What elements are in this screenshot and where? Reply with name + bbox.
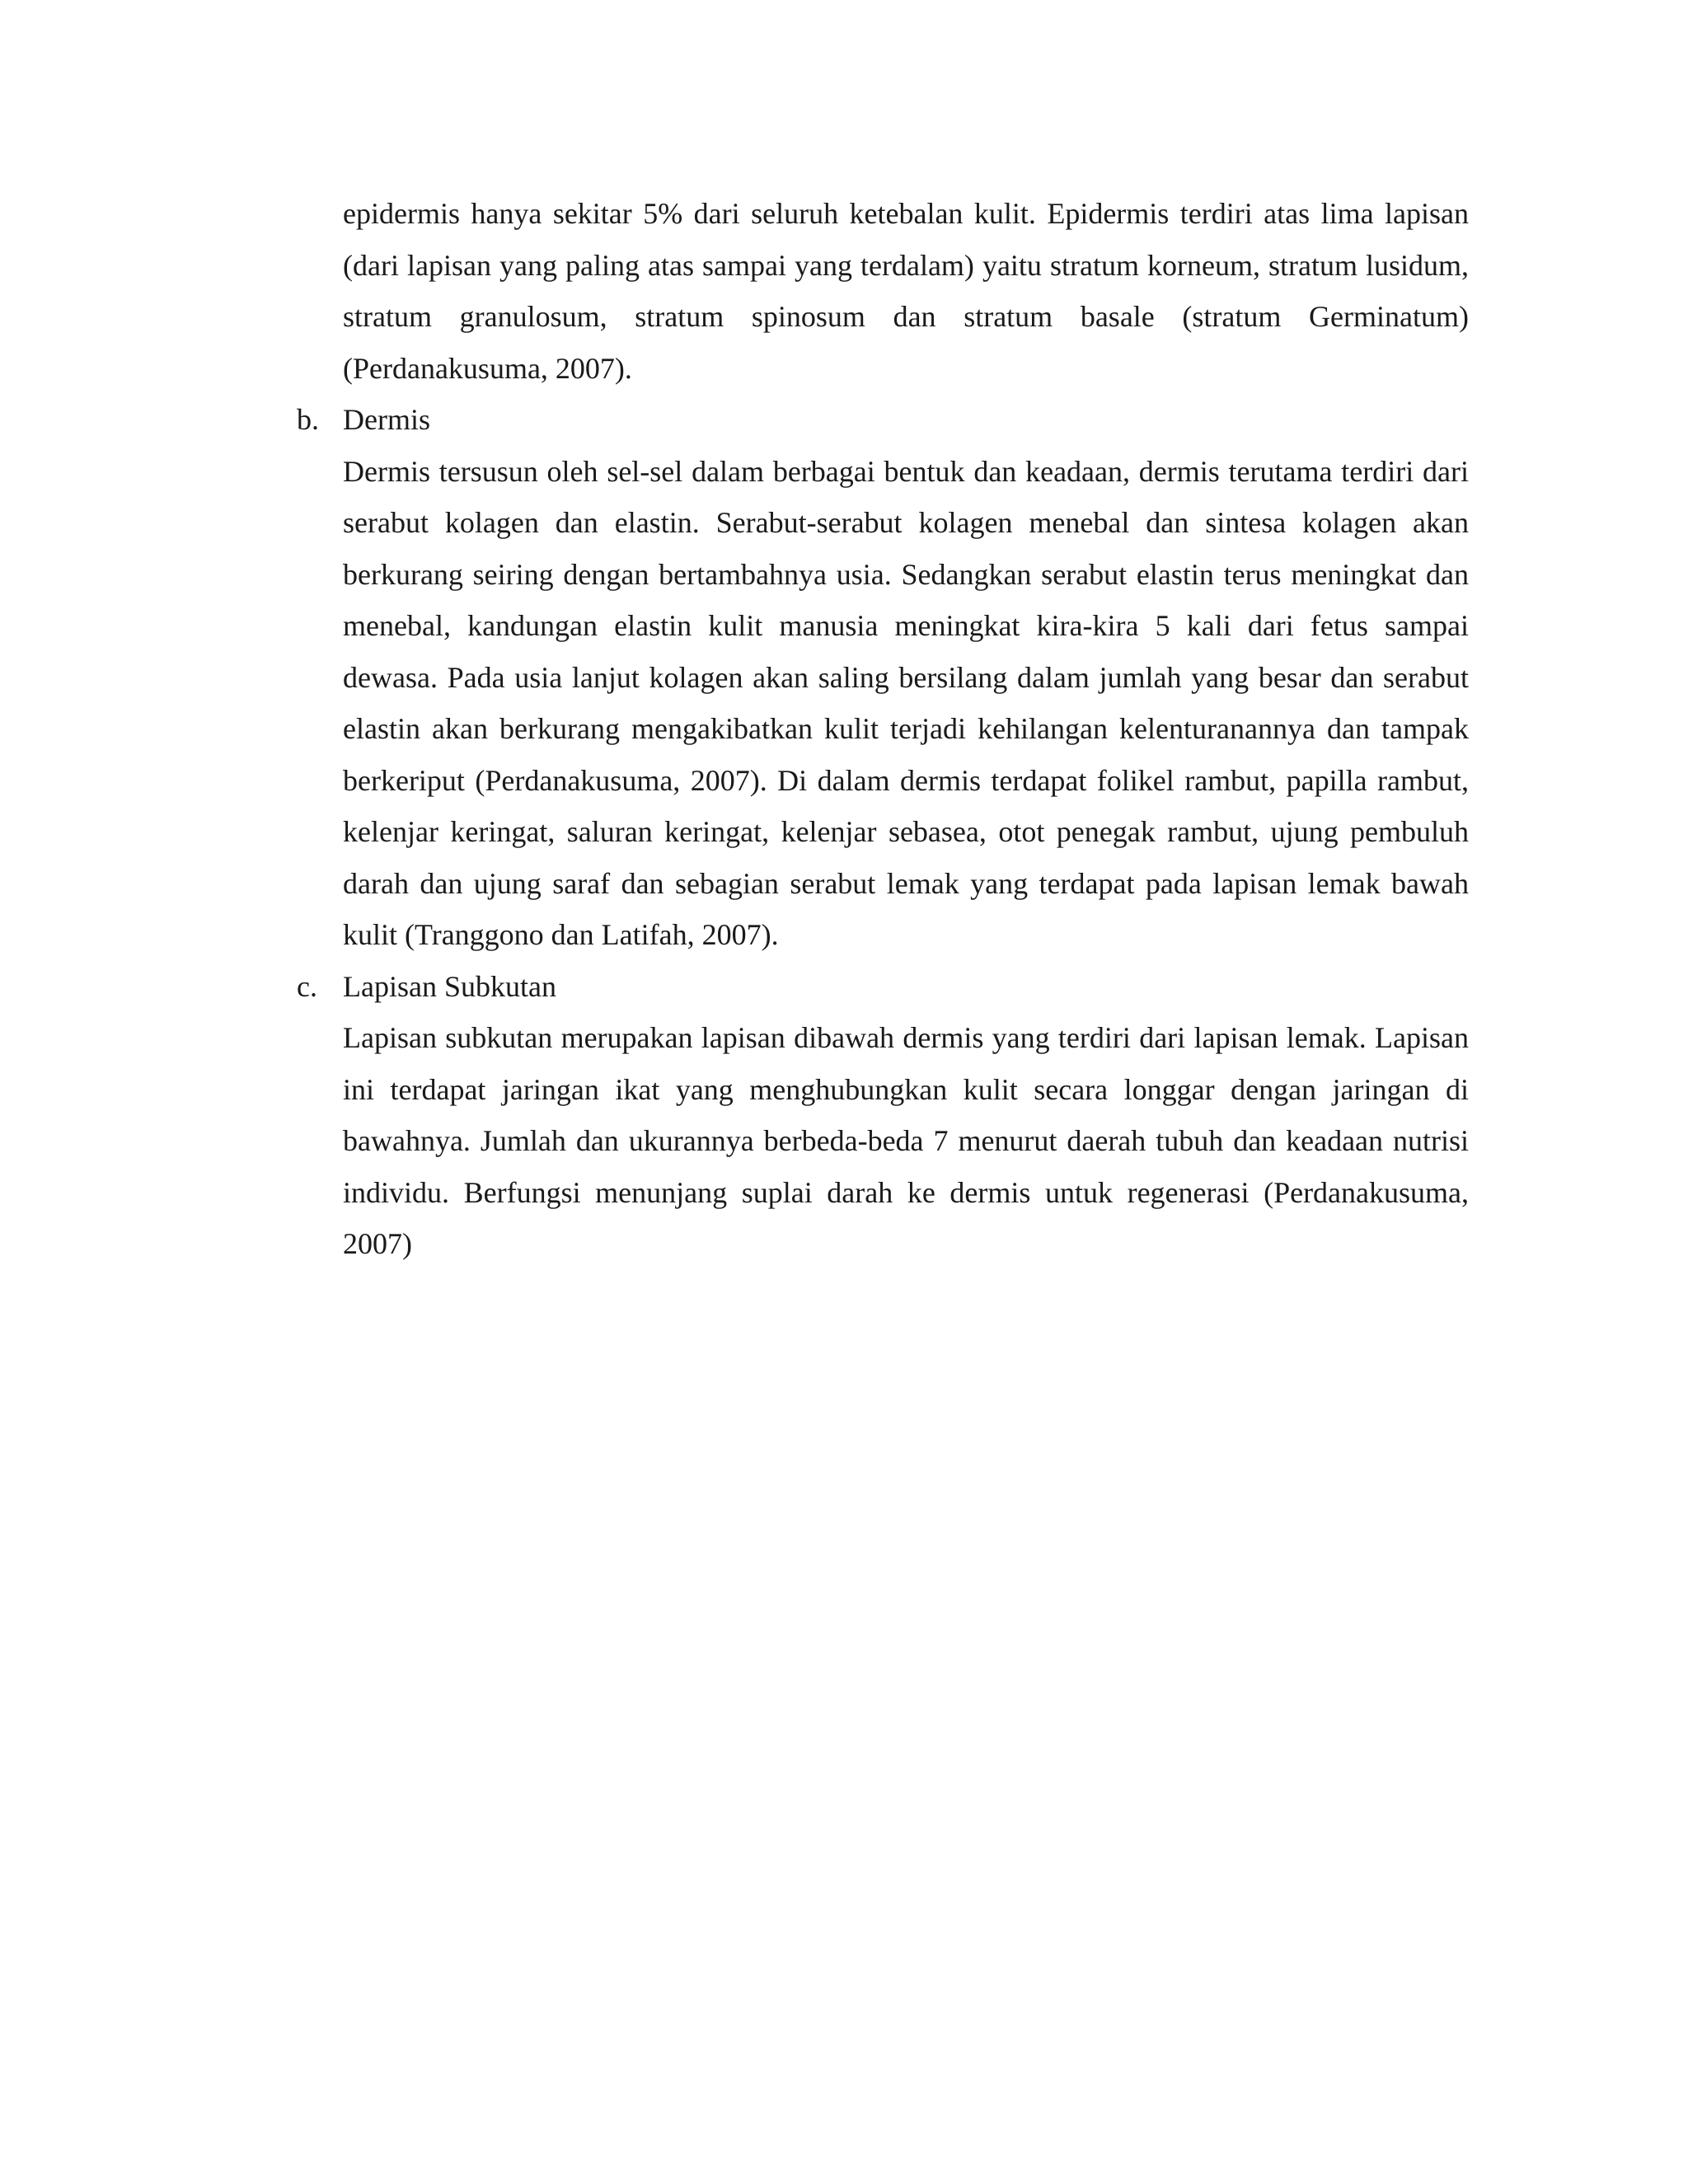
subkutan-paragraph: Lapisan subkutan merupakan lapisan dibawah dermis yang terdiri dari lapisan lemak. Lapisan ini terdapat jaringan ikat yang menghubungkan kulit secara longgar dengan jaringan di bawahnya. Jumlah dan ukurannya berbeda-beda 7 menurut daerah tubuh dan keadaan nutrisi individu. Berfungsi menunjang suplai darah ke dermis untuk regenerasi (Perdanakusuma, 2007) [343,1021,1469,1260]
dermis-paragraph: Dermis tersusun oleh sel-sel dalam berbagai bentuk dan keadaan, dermis terutama terdiri dari serabut kolagen dan elastin. Serabut-serabut kolagen menebal dan sintesa kolagen akan berkurang seiring dengan bertambahnya usia. Sedangkan serabut elastin terus meningkat dan menebal, kandungan elastin kulit manusia meningkat kira-kira 5 kali dari fetus sampai dewasa. Pada usia lanjut kolagen akan saling bersilang dalam jumlah yang besar dan serabut elastin akan berkurang mengakibatkan kulit terjadi kehilangan kelenturanannya dan tampak berkeriput (Perdanakusuma, 2007). Di dalam dermis terdapat folikel rambut, papilla rambut, kelenjar keringat, saluran keringat, kelenjar sebasea, otot penegak rambut, ujung pembuluh darah dan ujung saraf dan sebagian serabut lemak yang terdapat pada lapisan lemak bawah kulit (Tranggono dan Latifah, 2007). [343,454,1469,951]
list-marker-b: b. [297,403,319,436]
section-heading-subkutan [297,961,1469,1013]
page-content [297,188,1469,1270]
epidermis-paragraph: epidermis hanya sekitar 5% dari seluruh ketebalan kulit. Epidermis terdiri atas lima lapisan (dari lapisan yang paling atas sampai yang terdalam) yaitu stratum korneum, stratum lusidum, stratum granulosum, stratum spinosum dan stratum basale (stratum Germinatum) (Perdanakusuma, 2007). [343,197,1469,385]
list-marker-c: c. [297,969,317,1003]
heading-lapisan-subkutan: Lapisan Subkutan [343,969,556,1003]
heading-dermis: Dermis [343,403,430,436]
section-heading-dermis [297,394,1469,446]
